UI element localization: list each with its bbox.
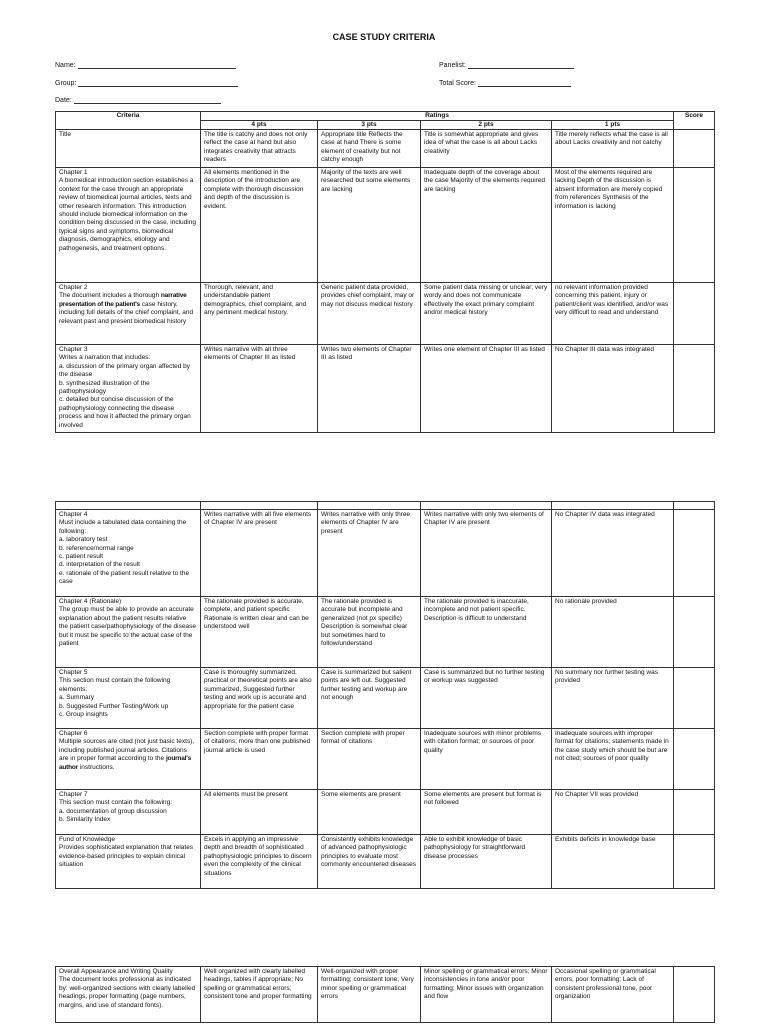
table-row xyxy=(56,597,715,668)
rating-4-cell: Writes narrative with all five elements of Chapter IV are present xyxy=(201,510,318,597)
rating-3-cell: Well-organized with proper formatting; consistent tone; Very minor spelling or grammatical errors xyxy=(318,967,421,1023)
pts2-header: 2 pts xyxy=(421,121,552,130)
table-row xyxy=(56,510,715,597)
rating-1-cell: No rationale provided xyxy=(552,597,674,668)
rubric-table-part-2 xyxy=(55,501,715,889)
date-field[interactable] xyxy=(55,96,221,104)
rating-2-cell: Inadequate depth of the coverage about the case Majority of the elements required are lacking xyxy=(421,168,552,283)
panelist-label: Panelist: xyxy=(439,62,466,69)
criteria-text: Chapter 6 Multiple sources are cited (not just basic texts), including published journal articles. Citations are in proper format according to the xyxy=(59,730,195,763)
score-cell[interactable] xyxy=(674,283,715,345)
group-label: Group: xyxy=(55,80,77,87)
table-row xyxy=(56,668,715,729)
criteria-text: case history, including full details of the chief complaint, and relevant past and present biomedical history xyxy=(59,300,194,325)
rating-2-cell: Some elements are present but format is not followed xyxy=(421,790,552,835)
rating-2-cell: Writes one element of Chapter III as listed xyxy=(421,345,552,433)
rating-1-cell: no relevant information provided concerning this patient, injury or patient/client was identified, and/or was very difficult to read and understand xyxy=(552,283,674,345)
criteria-cell: Chapter 4 Must include a tabulated data containing the following: a. laboratory test b. reference/normal range c. patient result d. interpretation of the result e. rationale of the patient result relative to the case xyxy=(56,510,201,597)
criteria-text: Chapter 2 The document includes a thorough xyxy=(59,284,160,300)
criteria-cell xyxy=(56,283,201,345)
rating-2-cell: Minor spelling or grammatical errors; Minor inconsistencies in tone and/or poor formatting; Minor issues with organization and flow xyxy=(421,967,552,1023)
rating-4-cell: Well organized with clearly labelled headings, tables if appropriate; No spelling or grammatical errors; consistent tone and proper formatting xyxy=(201,967,318,1023)
rating-1-cell: Inadequate sources with improper format for citations; statements made in the case study which should be but are not cited; sources of poor quality xyxy=(552,729,674,790)
score-cell[interactable] xyxy=(674,790,715,835)
rating-4-cell: Section complete with proper format of citations; more than one published journal article is used xyxy=(201,729,318,790)
rating-4-cell: Excels in applying an impressive depth and breadth of sophisticated pathophysiologic principles to discern even the complexity of the clinical situations xyxy=(201,835,318,889)
total-score-field[interactable] xyxy=(439,79,571,87)
page-title: CASE STUDY CRITERIA xyxy=(332,32,436,42)
group-field[interactable] xyxy=(55,79,238,87)
rating-1-cell: Occasional spelling or grammatical errors, poor formatting; Lack of consistent professional tone, poor organization xyxy=(552,967,674,1023)
pts1-header: 1 pts xyxy=(552,121,674,130)
rating-1-cell: No Chapter III data was integrated xyxy=(552,345,674,433)
rubric-table-part-1 xyxy=(55,111,715,433)
rating-2-cell: Able to exhibit knowledge of basic pathophysiology for straightforward disease processes xyxy=(421,835,552,889)
rating-2-cell: The rationale provided is inaccurate, incomplete and not patient specific. Description is difficult to understand xyxy=(421,597,552,668)
total-score-label: Total Score: xyxy=(439,80,476,87)
rating-3-cell: Majority of the texts are well researched but some elements are lacking xyxy=(318,168,421,283)
table-row xyxy=(56,168,715,283)
rating-2-cell: Some patient data missing or unclear; very wordy and does not communicate effectively the exact primary complaint and/or medical history xyxy=(421,283,552,345)
rating-1-cell: No summary nor further testing was provided xyxy=(552,668,674,729)
criteria-cell: Chapter 7 This section must contain the following: a. documentation of group discussion b. Similarity Index xyxy=(56,790,201,835)
score-cell[interactable] xyxy=(674,668,715,729)
rating-1-cell: Most of the elements required are lacking Depth of the discussion is absent Information are merely copied from references Synthesis of the information is lacking xyxy=(552,168,674,283)
rating-3-cell: Section complete with proper format of citations xyxy=(318,729,421,790)
rating-4-cell: All elements mentioned in the description of the introduction are complete with thorough discussion and depth of the discussion is evident. xyxy=(201,168,318,283)
rating-3-cell: Case is summarized but salient points are left out. Suggested further testing and workup are not enough xyxy=(318,668,421,729)
table-row xyxy=(56,283,715,345)
criteria-cell: Title xyxy=(56,130,201,168)
rating-2-cell: Case is summarized but no further testing or workup was suggested xyxy=(421,668,552,729)
score-cell[interactable] xyxy=(674,510,715,597)
criteria-cell: Chapter 4 (Rationale) The group must be able to provide an accurate explanation about the patient results relative the patient case/pathophysiology of the disease but it must be specific to the actual case of the patient xyxy=(56,597,201,668)
criteria-cell: Chapter 5 This section must contain the following elements: a. Summary b. Suggested Further Testing/Work up c. Group insights xyxy=(56,668,201,729)
rating-2-cell: Title is somewhat appropriate and gives idea of what the case is all about Lacks creativity xyxy=(421,130,552,168)
table-row xyxy=(56,967,715,1023)
rating-4-cell: Writes narrative with all three elements of Chapter III as listed xyxy=(201,345,318,433)
score-header: Score xyxy=(674,112,715,130)
rating-1-cell: No Chapter IV data was integrated xyxy=(552,510,674,597)
pts3-header: 3 pts xyxy=(318,121,421,130)
rating-1-cell: Title merely reflects what the case is all about Lacks creativity and not catchy xyxy=(552,130,674,168)
score-cell[interactable] xyxy=(674,130,715,168)
rating-1-cell: No Chapter VII was provided xyxy=(552,790,674,835)
rating-3-cell: Generic patient data provided, provides chief complaint, may or may not discuss medical history xyxy=(318,283,421,345)
score-cell[interactable] xyxy=(674,835,715,889)
table-row xyxy=(56,345,715,433)
rating-4-cell: The title is catchy and does not only reflect the case at hand but also integrates creativity that attracts readers xyxy=(201,130,318,168)
name-field[interactable] xyxy=(55,61,236,69)
table-row xyxy=(56,790,715,835)
date-label: Date: xyxy=(55,97,72,104)
score-cell[interactable] xyxy=(674,967,715,1023)
table-spacer-row xyxy=(56,502,715,510)
rubric-table-part-3 xyxy=(55,966,715,1023)
criteria-emphasis: narrative presentation of the patient's xyxy=(59,292,187,308)
table-row xyxy=(56,130,715,168)
rating-4-cell: Thorough, relevant, and understandable patient demographics, chief complaint, and any pertinent medical history. xyxy=(201,283,318,345)
rating-3-cell: Writes two elements of Chapter III as listed xyxy=(318,345,421,433)
rating-4-cell: The rationale provided is accurate, complete, and patient specific Rationale is written clear and can be understood well xyxy=(201,597,318,668)
rating-2-cell: Inadequate sources with minor problems with citation format; or sources of poor quality xyxy=(421,729,552,790)
rating-4-cell: Case is thoroughly summarized, practical or theoretical points are also summarized, Suggested further testing and work up is accurate and appropriate for the patient case xyxy=(201,668,318,729)
score-cell[interactable] xyxy=(674,345,715,433)
rating-3-cell: The rationale provided is accurate but incomplete and generalized (not px specific) Description is somewhat clear but sometimes hard to follow/understand xyxy=(318,597,421,668)
criteria-cell: Fund of Knowledge Provides sophisticated explanation that relates evidence-based principles to explain clinical situation xyxy=(56,835,201,889)
panelist-field[interactable] xyxy=(439,61,574,69)
criteria-cell: Overall Appearance and Writing Quality The document looks professional as indicated by: well-organized sections with clearly labelled headings, proper formatting (page numbers, margins, and use of standard fonts). xyxy=(56,967,201,1023)
rating-4-cell: All elements must be present xyxy=(201,790,318,835)
criteria-text: instructions. xyxy=(78,763,115,771)
criteria-emphasis: journal's author xyxy=(59,755,191,771)
rating-3-cell: Consistently exhibits knowledge of advanced pathophysiologic principles to evaluate most commonly encountered diseases xyxy=(318,835,421,889)
table-row xyxy=(56,729,715,790)
rating-3-cell: Appropriate title Reflects the case at hand There is some element of creativity but not catchy enough xyxy=(318,130,421,168)
rating-2-cell: Writes narrative with only two elements of Chapter IV are present xyxy=(421,510,552,597)
criteria-cell xyxy=(56,729,201,790)
criteria-header: Criteria xyxy=(56,112,201,130)
pts4-header: 4 pts xyxy=(201,121,318,130)
table-row xyxy=(56,835,715,889)
ratings-header: Ratings xyxy=(201,112,674,121)
rating-1-cell: Exhibits deficits in knowledge base xyxy=(552,835,674,889)
criteria-cell: Chapter 3 Writes a narration that includes: a. discussion of the primary organ affected by the disease b. synthesized illustration of the pathophysiology c. detailed but concise discussion of the pathophysiology connecting the disease process and how it affected the primary organ involved xyxy=(56,345,201,433)
score-cell[interactable] xyxy=(674,597,715,668)
score-cell[interactable] xyxy=(674,168,715,283)
criteria-cell: Chapter 1 A biomedical introduction section establishes a context for the case through an appropriate review of biomedical journal articles, texts and other research information. This introduction should include biomedical information on the condition being discussed in the case, including typical signs and symptoms, biomedical diagnosis, demographics, etiology and pathogenesis, and treatment options. xyxy=(56,168,201,283)
rating-3-cell: Some elements are present xyxy=(318,790,421,835)
score-cell[interactable] xyxy=(674,729,715,790)
rating-3-cell: Writes narrative with only three elements of Chapter IV are present xyxy=(318,510,421,597)
name-label: Name: xyxy=(55,62,76,69)
